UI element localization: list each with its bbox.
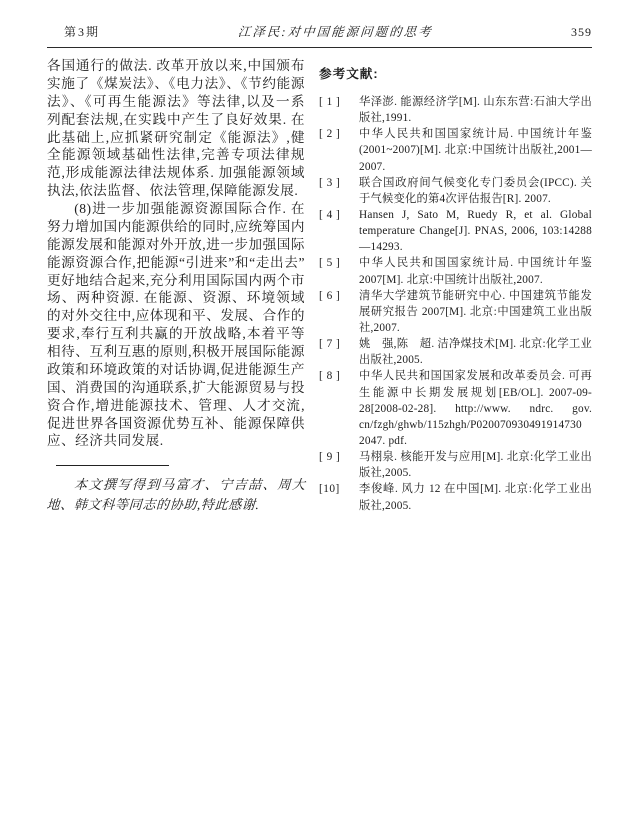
reference-text: 华泽澎. 能源经济学[M]. 山东东营:石油大学出版社,1991. <box>359 96 592 125</box>
reference-item <box>319 481 592 513</box>
reference-label: [ 9 ] <box>319 451 341 464</box>
reference-text: 中华人民共和国国家统计局. 中国统计年鉴 2007[M]. 北京:中国统计出版社,2007. <box>359 257 592 286</box>
reference-text: 马栩泉. 核能开发与应用[M]. 北京:化学工业出版社,2005. <box>359 451 592 480</box>
reference-label: [ 3 ] <box>319 176 341 189</box>
page-content <box>47 48 592 515</box>
reference-label: [10] <box>319 483 340 496</box>
reference-item <box>319 94 592 126</box>
reference-item <box>319 255 592 287</box>
reference-label: [ 8 ] <box>319 370 341 383</box>
page-number: 359 <box>571 25 592 39</box>
reference-item <box>319 175 592 207</box>
body-paragraph-2: (8)进一步加强能源资源国际合作. 在努力增加国内能源供给的同时,应统筹国内能源发展和能源对外开放,进一步加强国际能源资源合作,把能源“引进来”和“走出去”更好地结合起来,充分利用国际国内两个市场、两种资源. 在能源、资源、环境领域的对外交往中,应体现和平、发展、合作的要求,奉行互利共赢的开放战略,本着平等相待、互利互惠的原则,积极开展国际能源政策和环境政策的对话协调,促进能源生产国、消费国的沟通联系,扩大能源贸易与投资合作,增进能源技术、管理、人才交流,促进世界各国资源优势互补、能源保障供应、经济共同发展. <box>47 201 305 449</box>
reference-item <box>319 449 592 481</box>
reference-item <box>319 336 592 368</box>
reference-label: [ 2 ] <box>319 128 341 141</box>
reference-item <box>319 288 592 336</box>
issue-label: 第3期 <box>64 25 101 39</box>
reference-label: [ 4 ] <box>319 208 341 221</box>
reference-item <box>319 126 592 174</box>
reference-label: [ 7 ] <box>319 338 341 351</box>
footnote-divider <box>56 465 169 466</box>
reference-text: 中华人民共和国国家发展和改革委员会. 可再生能源中长期发展规划[EB/OL]. 2007-09-28[2008-02-28]. http://www. ndrc. gov. cn/fzgh/ghwb/115zhgh/P020070930491914730 2047. pdf. <box>359 370 592 447</box>
references-heading: 参考文献: <box>319 67 379 81</box>
running-title: 江泽民:对中国能源问题的思考 <box>237 25 434 39</box>
reference-text: 姚 强,陈 超. 洁净煤技术[M]. 北京:化学工业出版社,2005. <box>359 338 592 367</box>
reference-text: 联合国政府间气候变化专门委员会(IPCC). 关于气候变化的第4次评估报告[R]. 2007. <box>359 176 592 205</box>
reference-label: [ 1 ] <box>319 96 341 108</box>
page-header <box>47 22 592 48</box>
left-column <box>47 57 305 515</box>
body-paragraph-1: 各国通行的做法. 改革开放以来,中国颁布实施了《煤炭法》、《电力法》、《节约能源法》、《可再生能源法》等法律,以及一系列配套法规,在实践中产生了良好效果. 在此基础上,应抓紧研究制定《能源法》,健全能源领域基础性法律,完善专项法律规范,形成能源法律法规体系. 加强能源领域执法,依法监督、依法管理,保障能源发展. <box>47 58 305 199</box>
reference-text: Hansen J, Sato M, Ruedy R, et al. Global temperature Change[J]. PNAS, 2006, 103:14288—14293. <box>359 208 592 254</box>
acknowledgement-footnote: 本文撰写得到马富才、宁吉喆、周大地、韩文科等同志的协助,特此感谢. <box>46 477 306 513</box>
reference-label: [ 5 ] <box>319 257 341 270</box>
reference-label: [ 6 ] <box>319 289 341 302</box>
reference-text: 李俊峰. 风力 12 在中国[M]. 北京:化学工业出版社,2005. <box>359 483 592 512</box>
reference-item <box>319 368 592 449</box>
reference-item <box>319 207 592 255</box>
right-column <box>319 57 592 515</box>
reference-text: 中华人民共和国国家统计局. 中国统计年鉴(2001~2007)[M]. 北京:中国统计出版社,2001—2007. <box>359 128 592 173</box>
reference-list <box>319 94 592 514</box>
reference-text: 清华大学建筑节能研究中心. 中国建筑节能发展研究报告 2007[M]. 北京:中国建筑工业出版社,2007. <box>359 289 592 334</box>
